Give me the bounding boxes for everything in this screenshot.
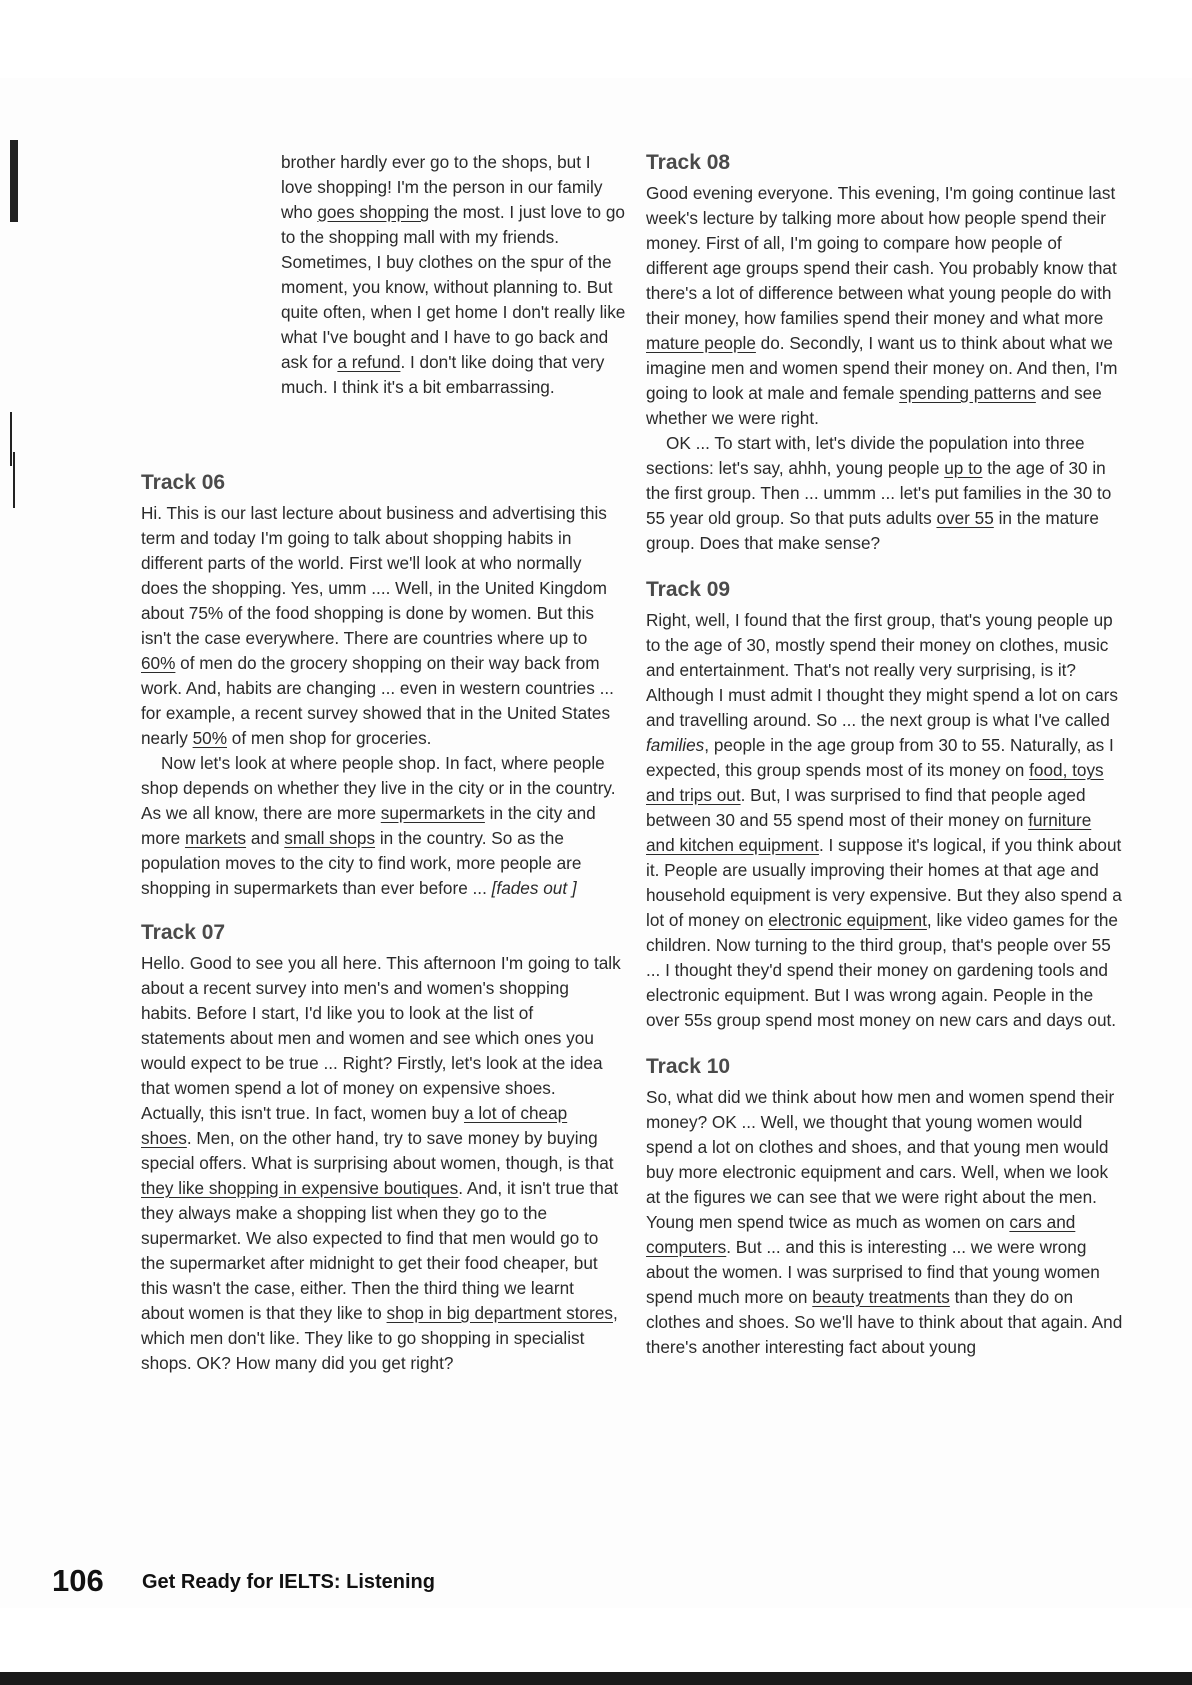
text-segment: . But ... and this is interesting ... we were wrong about the women. I was surprised to find that young women spend much more on xyxy=(646,1237,1100,1307)
text-segment: than they do on clothes and shoes. So we'll have to think about that again. And there's another interesting fact about young xyxy=(646,1287,1123,1357)
text-segment: Hi. This is our last lecture about business and advertising this term and today I'm going to talk about shopping habits in different parts of the world. First we'll look at who normally does the shopping. Yes, umm .... Well, in the United Kingdom about 75% of the food shopping is done by women. But this isn't the case everywhere. There are countries where up to xyxy=(141,503,607,648)
track-08-heading: Track 08 xyxy=(646,151,731,174)
text-segment: and see whether we were right. xyxy=(646,383,1102,428)
right-column xyxy=(646,148,1124,1360)
underlined-answer: beauty treatments xyxy=(812,1287,950,1307)
underlined-answer: markets xyxy=(184,828,247,848)
underlined-answer: up to xyxy=(944,458,983,478)
text-segment: OK ... To start with, let's divide the population into three sections: let's say, ahhh, young people xyxy=(646,433,1085,478)
underlined-answer: spending patterns xyxy=(899,383,1036,403)
text-segment: do. Secondly, I want us to think about what we imagine men and women spend their money on. And then, I'm going to look at male and female xyxy=(646,333,1118,403)
underlined-answer: 50% xyxy=(192,728,227,748)
text-segment: of men do the grocery shopping on their way back from work. And, habits are changing ... even in western countries ... for example, a recent survey showed that in the United States nearly xyxy=(141,653,614,748)
track-08-paragraph-1 xyxy=(646,181,1124,431)
text-segment: in the mature group. Does that make sense? xyxy=(646,508,1099,553)
track-07-heading: Track 07 xyxy=(141,921,226,944)
intro-column xyxy=(281,150,626,400)
text-segment: Good evening everyone. This evening, I'm going continue last week's lecture by talking more about how people spend their money. First of all, I'm going to compare how people of different age groups spend their cash. You probably know that there's a lot of difference between what young people do with their money, how families spend their money and what more xyxy=(646,183,1117,328)
underlined-answer: goes shopping xyxy=(317,202,430,222)
text-segment: Hello. Good to see you all here. This afternoon I'm going to talk about a recent survey into men's and women's shopping habits. Before I start, I'd like you to look at the list of statements about men and women and see which ones you would expect to be true ... Right? Firstly, let's look at the idea that women spend a lot of money on expensive shoes. Actually, this isn't true. In fact, women buy xyxy=(141,953,621,1123)
underlined-answer: over 55 xyxy=(936,508,994,528)
margin-mark xyxy=(13,452,15,508)
text-segment: the most. I just love to go to the shopping mall with my friends. Sometimes, I buy clothes on the spur of the moment, you know, without planning to. But quite often, when I get home I don't really like what I've bought and I have to go back and ask for xyxy=(281,202,626,372)
underlined-answer: a lot of cheap shoes xyxy=(141,1103,568,1148)
text-segment: Right, well, I found that the first group, that's young people up to the age of 30, mostly spend their money on clothes, music and entertainment. That's not really very surprising, is it? Although I must admit I thought they might spend a lot on cars and travelling around. So ... the next group is what I've called xyxy=(646,610,1118,730)
track-10-paragraph-1 xyxy=(646,1085,1124,1360)
margin-mark xyxy=(10,412,12,466)
underlined-answer: small shops xyxy=(284,828,376,848)
underlined-answer: mature people xyxy=(646,333,756,353)
text-segment: of men shop for groceries. xyxy=(227,728,432,748)
text-segment: . Men, on the other hand, try to save money by buying special offers. What is surprising about women, though, is that xyxy=(141,1128,614,1173)
text-segment: . And, it isn't true that they always make a shopping list when they go to the supermarket. We also expected to find that men would go to the supermarket after midnight to get their food cheaper, but this wasn't the case, either. Then the third thing we learnt about women is that they like to xyxy=(141,1178,619,1323)
italic-text: [fades out ] xyxy=(491,878,577,898)
text-segment: Now let's look at where people shop. In fact, where people shop depends on whether they live in the city or in the country. As we all know, there are more xyxy=(141,753,616,823)
intro-paragraph xyxy=(281,150,626,400)
underlined-answer: food, toys and trips out xyxy=(646,760,1104,805)
text-segment: . I suppose it's logical, if you think about it. People are usually improving their homes at that age and household equipment is very expensive. But they also spend a lot of money on xyxy=(646,835,1122,930)
bottom-border xyxy=(0,1672,1192,1685)
italic-text: families xyxy=(646,735,705,755)
track-09-heading: Track 09 xyxy=(646,578,731,601)
text-segment: . I don't like doing that very much. I think it's a bit embarrassing. xyxy=(281,352,605,397)
book-title: Get Ready for IELTS: Listening xyxy=(142,1571,435,1593)
track-09-paragraph-1 xyxy=(646,608,1124,1033)
text-segment: , people in the age group from 30 to 55. Naturally, as I expected, this group spends most of its money on xyxy=(646,735,1114,780)
text-segment: So, what did we think about how men and women spend their money? OK ... Well, we thought that young women would spend a lot on clothes and shoes, and that young men would buy more electronic equipment and cars. Well, when we look at the figures we can see that we were right about the men. Young men spend twice as much as women on xyxy=(646,1087,1115,1232)
underlined-answer: shop in big department stores xyxy=(386,1303,613,1323)
underlined-answer: electronic equipment xyxy=(768,910,927,930)
track-08-paragraph-2 xyxy=(646,431,1124,556)
track-06-paragraph-2 xyxy=(141,751,621,901)
track-06-paragraph-1 xyxy=(141,501,621,751)
left-column xyxy=(141,468,621,1376)
underlined-answer: they like shopping in expensive boutiques xyxy=(141,1178,459,1198)
underlined-answer: furniture and kitchen equipment xyxy=(646,810,1092,855)
underlined-answer: 60% xyxy=(141,653,176,673)
text-segment: . But, I was surprised to find that people aged between 30 and 55 spend most of their money on xyxy=(646,785,1086,830)
underlined-answer: a refund xyxy=(337,352,401,372)
text-segment: , which men don't like. They like to go shopping in specialist shops. OK? How many did you get right? xyxy=(141,1303,618,1373)
underlined-answer: supermarkets xyxy=(380,803,485,823)
text-segment: the age of 30 in the first group. Then ... ummm ... let's put families in the 30 to 55 year old group. So that puts adults xyxy=(646,458,1112,528)
text-segment: brother hardly ever go to the shops, but I love shopping! I'm the person in our family who xyxy=(281,152,603,222)
track-10-heading: Track 10 xyxy=(646,1055,731,1078)
text-segment: in the city and more xyxy=(141,803,596,848)
margin-mark xyxy=(10,140,18,222)
text-segment: in the country. So as the population moves to the city to find work, more people are shopping in supermarkets than ever before ... xyxy=(141,828,582,898)
track-06-heading: Track 06 xyxy=(141,471,226,494)
text-segment: , like video games for the children. Now turning to the third group, that's people over 55 ... I thought they'd spend their money on gardening tools and electronic equipment. But I was wrong again. People in the over 55s group spend most money on new cars and days out. xyxy=(646,910,1118,1030)
track-07-paragraph-1 xyxy=(141,951,621,1376)
text-segment: and xyxy=(246,828,285,848)
underlined-answer: cars and computers xyxy=(646,1212,1076,1257)
page-number: 106 xyxy=(52,1563,104,1598)
